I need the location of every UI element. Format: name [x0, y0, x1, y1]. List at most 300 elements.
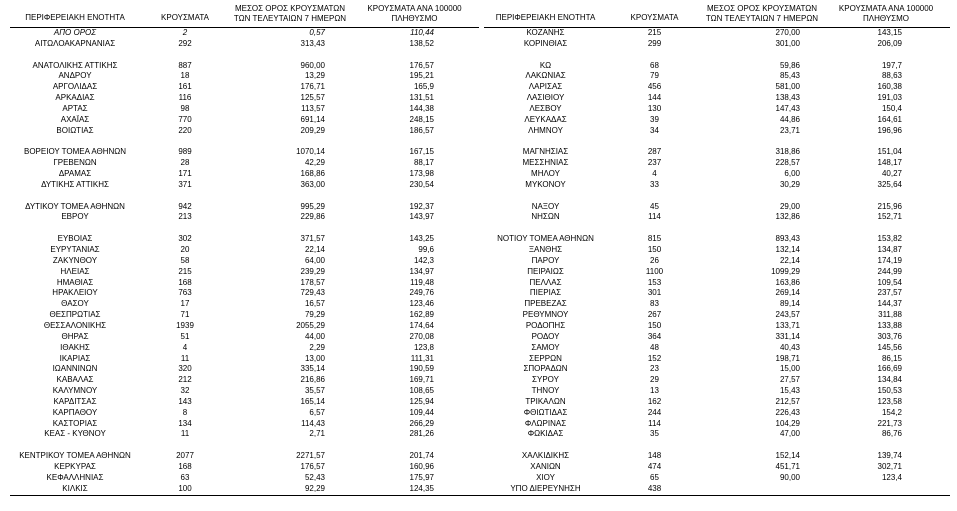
- avg-cell: 40,43: [779, 342, 800, 352]
- cases-cell: 11: [180, 429, 190, 439]
- avg-cell: 2271,57: [296, 451, 325, 461]
- area-cell: ΔΥΤΙΚΗΣ ΑΤΤΙΚΗΣ: [41, 179, 109, 189]
- table-row: [10, 386, 479, 397]
- table-row: [10, 234, 479, 245]
- area-cell: ΠΡΕΒΕΖΑΣ: [524, 299, 567, 309]
- per100k-cell: 169,71: [409, 375, 434, 385]
- area-cell: ΜΕΣΣΗΝΙΑΣ: [522, 158, 569, 168]
- per100k-cell: 148,17: [877, 158, 902, 168]
- table-row: [10, 147, 479, 158]
- per100k-cell: 151,04: [877, 147, 902, 157]
- area-cell: ΛΑΚΩΝΙΑΣ: [525, 71, 566, 81]
- avg-cell: 893,43: [775, 234, 800, 244]
- cases-cell: 320: [178, 364, 192, 374]
- table-row: [484, 180, 950, 191]
- cases-cell: 292: [178, 38, 192, 48]
- header-per100k: ΚΡΟΥΣΜΑΤΑ ΑΝΑ 100000 ΠΛΗΘΥΣΜΟ: [838, 4, 934, 23]
- cases-cell: 116: [178, 93, 192, 103]
- avg-cell: 85,43: [779, 71, 800, 81]
- cases-cell: 942: [178, 201, 192, 211]
- area-cell: ΣΠΟΡΑΔΩΝ: [523, 364, 568, 374]
- table-row: [10, 245, 479, 256]
- cases-cell: 11: [180, 353, 190, 363]
- per100k-cell: 230,54: [409, 179, 434, 189]
- avg-cell: 152,14: [775, 451, 800, 461]
- area-cell: ΛΕΣΒΟΥ: [529, 103, 562, 113]
- bottom-rule: [10, 495, 950, 496]
- cases-cell: 32: [180, 386, 190, 396]
- area-cell: ΙΘΑΚΗΣ: [60, 342, 90, 352]
- avg-cell: 13,29: [304, 71, 325, 81]
- area-cell: ΔΡΑΜΑΣ: [58, 169, 92, 179]
- area-cell: ΠΕΙΡΑΙΩΣ: [527, 266, 564, 276]
- table-row: [484, 343, 950, 354]
- area-cell: ΚΕΝΤΡΙΚΟΥ ΤΟΜΕΑ ΑΘΗΝΩΝ: [19, 451, 131, 461]
- area-cell: ΣΥΡΟΥ: [532, 375, 559, 385]
- per100k-cell: 123,8: [413, 342, 434, 352]
- cases-cell: 2077: [176, 451, 194, 461]
- table-row: [484, 310, 950, 321]
- avg-cell: 371,57: [300, 234, 325, 244]
- area-cell: ΤΗΝΟΥ: [531, 386, 560, 396]
- per100k-cell: 99,6: [418, 245, 434, 254]
- per100k-cell: 143,97: [409, 212, 434, 222]
- cases-cell: 34: [650, 125, 659, 135]
- table-row: [484, 126, 950, 137]
- per100k-cell: 110,44: [410, 28, 434, 37]
- per100k-cell: 144,37: [877, 299, 902, 309]
- area-cell: ΝΟΤΙΟΥ ΤΟΜΕΑ ΑΘΗΝΩΝ: [497, 234, 594, 244]
- cases-cell: 83: [650, 299, 659, 309]
- per100k-cell: 134,97: [409, 266, 434, 276]
- table-row: [484, 61, 950, 72]
- per100k-cell: 190,59: [409, 364, 434, 374]
- header-cases: ΚΡΟΥΣΜΑΤΑ: [161, 13, 209, 22]
- avg-cell: 168,86: [300, 169, 325, 179]
- cases-cell: 456: [647, 82, 662, 92]
- per100k-cell: 174,64: [409, 320, 434, 330]
- area-cell: ΧΑΝΙΩΝ: [530, 462, 561, 471]
- per100k-cell: 249,76: [409, 288, 434, 298]
- table-row: [484, 375, 950, 386]
- per100k-cell: 111,31: [410, 353, 434, 363]
- per100k-cell: 88,63: [881, 71, 902, 81]
- cases-cell: 26: [650, 255, 659, 265]
- cases-cell: 150: [647, 245, 662, 254]
- area-cell: ΦΘΙΩΤΙΔΑΣ: [523, 407, 568, 417]
- table-row: [10, 310, 479, 321]
- per100k-cell: 123,46: [409, 299, 434, 309]
- area-cell: ΞΑΝΘΗΣ: [528, 245, 563, 254]
- header-avg: ΜΕΣΟΣ ΟΡΟΣ ΚΡΟΥΣΜΑΤΩΝ ΤΩΝ ΤΕΛΕΥΤΑΙΩΝ 7 ΗΜΕΡΩΝ: [233, 4, 347, 23]
- area-cell: ΚΕΦΑΛΛΗΝΙΑΣ: [46, 472, 104, 482]
- avg-cell: 6,00: [784, 169, 800, 179]
- avg-cell: 138,43: [775, 93, 800, 103]
- per100k-cell: 266,29: [409, 418, 434, 428]
- avg-cell: 1099,29: [771, 266, 800, 276]
- table-row: [10, 202, 479, 213]
- cases-cell: 299: [647, 38, 662, 48]
- cases-cell: 989: [178, 147, 192, 157]
- cases-cell: 364: [647, 331, 662, 341]
- cases-cell: 162: [647, 396, 662, 406]
- table-row: [10, 332, 479, 343]
- table-row: [484, 28, 950, 39]
- avg-cell: 133,71: [775, 320, 800, 330]
- per100k-cell: 134,87: [877, 245, 902, 254]
- table-row: [484, 234, 950, 245]
- per100k-cell: 123,58: [877, 396, 902, 406]
- table-row: [484, 397, 950, 408]
- table-row: [484, 82, 950, 93]
- cases-cell: 220: [178, 125, 192, 135]
- avg-cell: 90,00: [779, 472, 800, 482]
- cases-cell: 39: [650, 114, 659, 124]
- cases-cell: 18: [180, 71, 190, 81]
- area-cell: ΣΑΜΟΥ: [531, 342, 560, 352]
- per100k-cell: 88,17: [413, 158, 434, 168]
- per100k-cell: 237,57: [877, 288, 902, 298]
- avg-cell: 301,00: [775, 38, 800, 48]
- avg-cell: 44,86: [779, 114, 800, 124]
- table-row: [484, 462, 950, 473]
- per100k-cell: 125,94: [409, 396, 434, 406]
- area-cell: ΚΑΣΤΟΡΙΑΣ: [52, 418, 98, 428]
- cases-cell: 244: [647, 407, 662, 417]
- cases-cell: 763: [178, 288, 192, 298]
- table-row: [484, 386, 950, 397]
- area-cell: ΜΗΛΟΥ: [531, 169, 560, 179]
- cases-cell: 1100: [645, 266, 664, 276]
- per100k-cell: 201,74: [409, 451, 434, 461]
- cases-cell: 212: [178, 375, 192, 385]
- avg-cell: 59,86: [779, 60, 800, 70]
- cases-cell: 13: [650, 386, 659, 396]
- header-avg: ΜΕΣΟΣ ΟΡΟΣ ΚΡΟΥΣΜΑΤΩΝ ΤΩΝ ΤΕΛΕΥΤΑΙΩΝ 7 ΗΜΕΡΩΝ: [705, 4, 819, 23]
- table-row: [10, 278, 479, 289]
- avg-cell: 2,71: [309, 429, 325, 439]
- avg-cell: 270,00: [775, 28, 800, 37]
- avg-cell: 35,57: [304, 386, 325, 396]
- per100k-cell: [822, 484, 950, 495]
- cases-cell: 4: [652, 169, 657, 179]
- area-cell: ΚΑΡΔΙΤΣΑΣ: [53, 396, 97, 406]
- area-cell: ΗΜΑΘΙΑΣ: [56, 277, 94, 287]
- per100k-cell: 186,57: [409, 125, 434, 135]
- area-cell: ΚΑΒΑΛΑΣ: [56, 375, 94, 385]
- per100k-cell: 142,3: [413, 255, 434, 265]
- avg-cell: [702, 484, 822, 495]
- table-row: [10, 364, 479, 375]
- per100k-cell: 174,19: [877, 255, 902, 265]
- avg-cell: 89,14: [779, 299, 800, 309]
- per100k-cell: 40,27: [881, 169, 902, 179]
- cases-cell: 98: [180, 103, 190, 113]
- cases-cell: 114: [648, 418, 661, 428]
- avg-cell: 163,86: [775, 277, 800, 287]
- area-cell: ΦΩΚΙΔΑΣ: [527, 429, 564, 439]
- avg-cell: 132,14: [775, 245, 800, 254]
- cases-cell: 79: [650, 71, 659, 81]
- table-row: [10, 429, 479, 440]
- table-row: [484, 408, 950, 419]
- header-per100k: ΚΡΟΥΣΜΑΤΑ ΑΝΑ 100000 ΠΛΗΘΥΣΜΟ: [367, 4, 462, 23]
- cases-cell: 71: [180, 310, 190, 320]
- area-cell: ΘΕΣΣΑΛΟΝΙΚΗΣ: [43, 320, 107, 330]
- table-row: [484, 147, 950, 158]
- avg-cell: 113,57: [301, 103, 325, 113]
- avg-cell: 239,29: [300, 266, 325, 276]
- table-row: [484, 104, 950, 115]
- avg-cell: 52,43: [304, 472, 325, 482]
- avg-cell: 47,00: [779, 429, 800, 439]
- per100k-cell: 197,7: [881, 60, 902, 70]
- area-cell: ΝΗΣΩΝ: [531, 212, 560, 222]
- cases-cell: 143: [178, 396, 192, 406]
- table-row: [484, 299, 950, 310]
- header-area: ΠΕΡΙΦΕΡΕΙΑΚΗ ΕΝΟΤΗΤΑ: [495, 13, 596, 22]
- table-row: [484, 332, 950, 343]
- per100k-cell: 173,98: [409, 169, 434, 179]
- area-cell: ΣΕΡΡΩΝ: [529, 353, 562, 363]
- table-row: [484, 158, 950, 169]
- table-row: [484, 451, 950, 462]
- table-row: [484, 256, 950, 267]
- area-cell: ΑΡΤΑΣ: [62, 103, 88, 113]
- cases-cell: 35: [650, 429, 659, 439]
- per100k-cell: 86,15: [881, 353, 902, 363]
- cases-cell: 152: [647, 353, 662, 363]
- area-cell: ΧΙΟΥ: [536, 472, 555, 482]
- avg-cell: 27,57: [779, 375, 800, 385]
- table-row: [484, 278, 950, 289]
- area-cell: ΙΚΑΡΙΑΣ: [59, 353, 91, 363]
- area-cell: ΝΑΞΟΥ: [531, 201, 560, 211]
- avg-cell: 1070,14: [296, 147, 325, 157]
- avg-cell: 13,00: [304, 353, 325, 363]
- area-cell: ΗΡΑΚΛΕΙΟΥ: [52, 288, 98, 298]
- cases-cell: 8: [182, 407, 188, 417]
- avg-cell: 147,43: [775, 103, 800, 113]
- per100k-cell: 281,26: [409, 429, 434, 439]
- area-cell: ΑΝΑΤΟΛΙΚΗΣ ΑΤΤΙΚΗΣ: [32, 60, 118, 70]
- table-row: [484, 245, 950, 256]
- avg-cell: 165,14: [300, 396, 325, 406]
- table-row: [10, 169, 479, 180]
- right-table: [484, 0, 950, 493]
- avg-cell: 335,14: [300, 364, 325, 374]
- area-cell: ΚΑΛΥΜΝΟΥ: [52, 386, 98, 396]
- table-row: [10, 473, 479, 484]
- cases-cell: 168: [178, 277, 192, 287]
- area-cell: ΧΑΛΚΙΔΙΚΗΣ: [521, 451, 570, 461]
- table-row: [10, 104, 479, 115]
- cases-cell: 150: [647, 320, 662, 330]
- cases-cell: 371: [178, 179, 192, 189]
- cases-cell: 438: [647, 483, 662, 493]
- avg-cell: 313,43: [300, 38, 325, 48]
- per100k-cell: 162,89: [409, 310, 434, 320]
- per100k-cell: 270,08: [409, 331, 434, 341]
- per100k-cell: 166,69: [877, 364, 902, 374]
- per100k-cell: 215,96: [877, 201, 902, 211]
- avg-cell: 229,86: [300, 212, 325, 222]
- cases-cell: 815: [647, 234, 662, 244]
- avg-cell: 22,14: [779, 255, 800, 265]
- table-row: [10, 28, 479, 39]
- table-row: [10, 288, 479, 299]
- area-cell: ΡΟΔΟΥ: [531, 331, 560, 341]
- per100k-cell: 143,15: [877, 28, 902, 37]
- area-cell: ΒΟΡΕΙΟΥ ΤΟΜΕΑ ΑΘΗΝΩΝ: [23, 147, 127, 157]
- header-area: ΠΕΡΙΦΕΡΕΙΑΚΗ ΕΝΟΤΗΤΑ: [25, 13, 125, 22]
- avg-cell: 318,86: [775, 147, 800, 157]
- per100k-cell: 191,03: [877, 93, 902, 103]
- table-row: [484, 473, 950, 484]
- avg-cell: 226,43: [775, 407, 800, 417]
- table-row: [10, 408, 479, 419]
- per100k-cell: 143,25: [409, 234, 434, 244]
- cases-cell: 51: [180, 331, 190, 341]
- table-row: [484, 288, 950, 299]
- area-cell: ΛΑΡΙΣΑΣ: [528, 82, 563, 92]
- per100k-cell: 167,15: [409, 147, 434, 157]
- avg-cell: 23,71: [779, 125, 800, 135]
- per100k-cell: 196,96: [877, 125, 902, 135]
- area-cell: ΕΥΡΥΤΑΝΙΑΣ: [50, 245, 100, 254]
- cases-cell: 474: [647, 462, 662, 471]
- cases-cell: 302: [178, 234, 192, 244]
- per100k-cell: 152,71: [877, 212, 902, 222]
- table-row: [10, 267, 479, 278]
- table-row: [10, 82, 479, 93]
- area-cell: ΘΑΣΟΥ: [61, 299, 89, 309]
- area-cell: ΑΧΑΪΑΣ: [60, 114, 90, 124]
- area-cell: ΡΕΘΥΜΝΟΥ: [522, 310, 569, 320]
- avg-cell: 209,29: [300, 125, 325, 135]
- avg-cell: 729,43: [300, 288, 325, 298]
- table-row: [484, 212, 950, 223]
- table-row: [484, 429, 950, 440]
- per100k-cell: 302,71: [877, 462, 902, 471]
- avg-cell: 30,29: [779, 179, 800, 189]
- table-row: [10, 343, 479, 354]
- area-cell: ΑΠΟ ΟΡΟΣ: [53, 28, 97, 37]
- table-row: [484, 71, 950, 82]
- table-row: [10, 212, 479, 223]
- cases-cell: 213: [178, 212, 192, 222]
- cases-cell: 148: [647, 451, 662, 461]
- avg-cell: 125,57: [300, 93, 325, 103]
- table-row: [10, 158, 479, 169]
- cases-cell: 301: [647, 288, 662, 298]
- table-row: [484, 484, 950, 495]
- per100k-cell: 109,54: [877, 277, 902, 287]
- table-row: [484, 202, 950, 213]
- table-row: [484, 39, 950, 50]
- cases-cell: 28: [180, 158, 190, 168]
- area-cell: ΓΡΕΒΕΝΩΝ: [53, 158, 97, 168]
- cases-cell: 1939: [176, 320, 194, 330]
- area-cell: ΗΛΕΙΑΣ: [60, 266, 90, 276]
- cases-cell: 33: [650, 179, 659, 189]
- table-row: [10, 61, 479, 72]
- table-row: [10, 256, 479, 267]
- avg-cell: 691,14: [300, 114, 325, 124]
- area-cell: ΑΡΚΑΔΙΑΣ: [55, 93, 95, 103]
- cases-cell: 48: [650, 342, 659, 352]
- table-row: [484, 267, 950, 278]
- cases-cell: 171: [178, 169, 192, 179]
- avg-cell: 269,14: [775, 288, 800, 298]
- cases-cell: 215: [647, 28, 662, 37]
- table-row: [10, 484, 479, 495]
- avg-cell: 15,00: [779, 364, 800, 374]
- per100k-cell: 325,64: [877, 179, 902, 189]
- table-row: [484, 354, 950, 365]
- avg-cell: 114,43: [301, 418, 325, 428]
- per100k-cell: 123,4: [881, 472, 902, 482]
- area-cell: ΘΗΡΑΣ: [61, 331, 89, 341]
- right-header-row: [484, 0, 950, 28]
- left-table: [10, 0, 479, 493]
- per100k-cell: 150,53: [877, 386, 902, 396]
- area-cell: ΠΑΡΟΥ: [531, 255, 560, 265]
- per100k-cell: 153,82: [877, 234, 902, 244]
- avg-cell: 451,71: [775, 462, 800, 471]
- per100k-cell: 303,76: [877, 331, 902, 341]
- area-cell: ΠΕΛΛΑΣ: [529, 277, 562, 287]
- cases-cell: 23: [650, 364, 659, 374]
- table-row: [10, 39, 479, 50]
- table-row: [10, 180, 479, 191]
- per100k-cell: 144,38: [409, 103, 434, 113]
- area-cell: ΚΕΑΣ - ΚΥΘΝΟΥ: [44, 429, 106, 439]
- table-row: [10, 299, 479, 310]
- area-cell: ΛΑΣΙΘΙΟΥ: [526, 93, 565, 103]
- area-cell: ΜΥΚΟΝΟΥ: [525, 179, 566, 189]
- avg-cell: 176,57: [300, 462, 325, 471]
- avg-cell: 22,14: [304, 245, 325, 254]
- left-header-row: [10, 0, 479, 28]
- per100k-cell: 131,51: [409, 93, 434, 103]
- table-row: [10, 126, 479, 137]
- area-cell: ΔΥΤΙΚΟΥ ΤΟΜΕΑ ΑΘΗΝΩΝ: [25, 201, 125, 211]
- cases-cell: 29: [650, 375, 659, 385]
- table-row: [10, 462, 479, 473]
- area-cell: ΚΩ: [539, 60, 552, 70]
- cases-cell: 114: [648, 212, 661, 222]
- area-cell: ΑΝΔΡΟΥ: [58, 71, 92, 81]
- per100k-cell: 134,84: [877, 375, 902, 385]
- avg-cell: 2,29: [309, 342, 325, 352]
- avg-cell: 16,57: [304, 299, 325, 309]
- table-row: [10, 451, 479, 462]
- area-cell: ΚΙΛΚΙΣ: [62, 483, 88, 493]
- cases-cell: 215: [178, 266, 192, 276]
- table-row: [10, 321, 479, 332]
- avg-cell: 212,57: [775, 396, 800, 406]
- table-row: [484, 419, 950, 430]
- avg-cell: 331,14: [775, 331, 800, 341]
- area-cell: ΥΠΟ ΔΙΕΡΕΥΝΗΣΗ: [510, 483, 581, 493]
- table-row: [10, 115, 479, 126]
- cases-cell: 63: [180, 472, 190, 482]
- area-cell: ΘΕΣΠΡΩΤΙΑΣ: [49, 310, 101, 320]
- area-cell: ΛΗΜΝΟΥ: [528, 125, 563, 135]
- avg-cell: 216,86: [300, 375, 325, 385]
- per100k-cell: 124,35: [409, 483, 434, 493]
